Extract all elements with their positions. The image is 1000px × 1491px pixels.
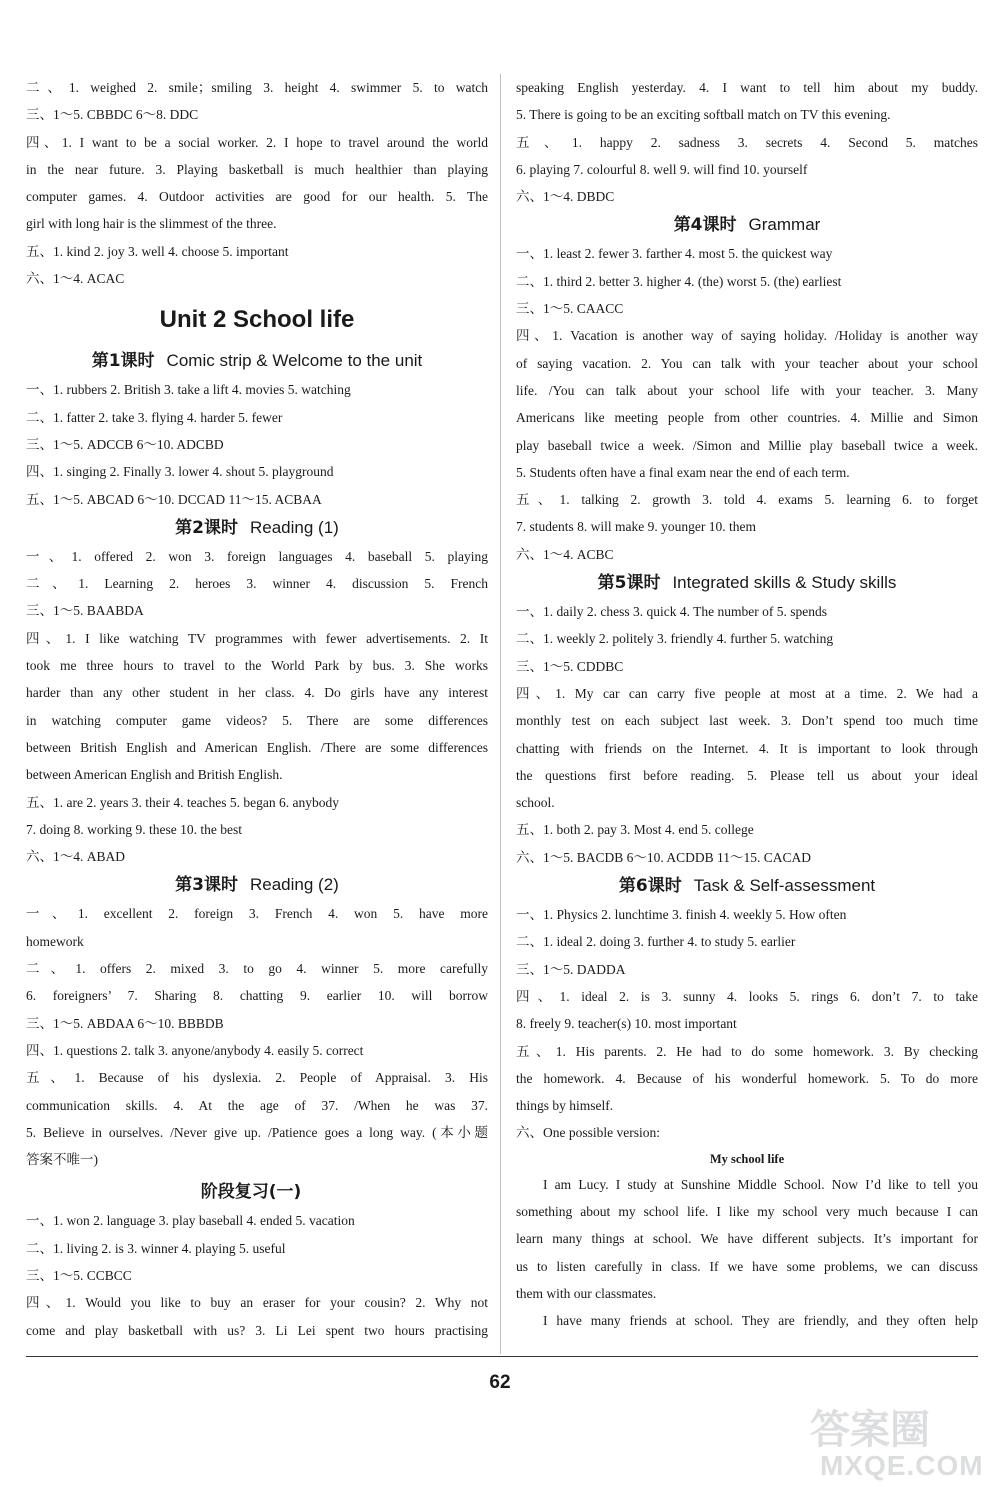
essay-title: My school life (709, 1151, 785, 1166)
answer-line: 三、1～5. CDDBC (516, 658, 624, 674)
answer-line: girl with long hair is the slimmest of the three. (26, 216, 277, 232)
watermark-url: MXQE.COM (820, 1450, 984, 1481)
answer-line: 三、1～5. CAACC (516, 301, 624, 317)
answer-line: 四、1. singing 2. Finally 3. lower 4. shout 5. playground (26, 464, 334, 480)
answer-line: 二、1. offers 2. mixed 3. to go 4. winner 5. more carefully (26, 961, 488, 977)
section-heading-review (26, 1177, 488, 1207)
answer-line: 五、1. kind 2. joy 3. well 4. choose 5. important (26, 243, 289, 259)
answer-line: 五、1. Because of his dyslexia. 2. People of Appraisal. 3. His (26, 1070, 488, 1086)
answer-line: 二、1. Learning 2. heroes 3. winner 4. discussion 5. French (26, 576, 488, 592)
answer-line: 四、1. I want to be a social worker. 2. I hope to travel around the world (26, 134, 488, 150)
answer-line: communication skills. 4. At the age of 37. /When he was 37. (26, 1097, 488, 1113)
answer-line: harder than any other student in her class. 4. Do girls have any interest (26, 685, 488, 701)
answer-line: play baseball twice a week. /Simon and Millie play baseball twice a week. (516, 437, 978, 453)
answer-line: 一、1. Physics 2. lunchtime 3. finish 4. weekly 5. How often (516, 907, 847, 923)
section-heading-lesson-2 (26, 513, 488, 543)
answer-line: 二、1. weekly 2. politely 3. friendly 4. further 5. watching (516, 631, 834, 647)
answer-line: of saying vacation. 2. You can talk with your teacher about your school (516, 355, 978, 371)
answer-line: 一、1. offered 2. won 3. foreign languages 4. baseball 5. playing (26, 548, 488, 564)
answer-line: speaking English yesterday. 4. I want to tell him about my buddy. (516, 80, 978, 95)
answer-line: 一、1. daily 2. chess 3. quick 4. The number of 5. spends (516, 604, 827, 620)
answer-line: 8. freely 9. teacher(s) 10. most important (516, 1016, 737, 1032)
answer-block-review (26, 1207, 488, 1343)
answer-line: things by himself. (516, 1098, 614, 1114)
answer-line: 一、1. won 2. language 3. play baseball 4. ended 5. vacation (26, 1213, 355, 1229)
answer-line: 六、One possible version: (516, 1125, 660, 1141)
answer-line: in the near future. 3. Playing basketball is much healthier than playing (26, 161, 488, 177)
answer-line: 五、1～5. ABCAD 6～10. DCCAD 11～15. ACBAA (26, 491, 322, 507)
answer-line: 三、1～5. ABDAA 6～10. BBBDB (26, 1015, 224, 1031)
answer-line: life. /You can talk about your school life with your teacher. 3. Many (516, 382, 978, 398)
answer-block-lesson-2 (26, 543, 488, 871)
answer-line: 四、1. I like watching TV programmes with fewer advertisements. 2. It (26, 630, 488, 646)
section-number: 第3课时 (175, 875, 238, 896)
answer-block-lesson-5 (516, 598, 978, 871)
section-title: Task & Self-assessment (693, 876, 876, 896)
answer-line: 一、1. excellent 2. foreign 3. French 4. won 5. have more (26, 906, 488, 922)
answer-line: 三、1～5. ADCCB 6～10. ADCBD (26, 436, 224, 452)
answer-line: 五、1. happy 2. sadness 3. secrets 4. Second 5. matches (516, 134, 978, 150)
left-column (26, 74, 488, 1344)
essay-line: them with our classmates. (516, 1285, 657, 1301)
section-heading-lesson-3 (26, 870, 488, 900)
watermark-logo (810, 1398, 990, 1488)
right-column (516, 74, 978, 1334)
answer-line: 六、1～4. ABAD (26, 849, 126, 865)
answer-line: 四、1. ideal 2. is 3. sunny 4. looks 5. rings 6. don’t 7. to take (516, 988, 978, 1004)
answer-line: 二、1. third 2. better 3. higher 4. (the) worst 5. (the) earliest (516, 273, 842, 289)
essay-line: I have many friends at school. They are friendly, and they often help (543, 1313, 978, 1329)
answer-line: 三、1～5. BAABDA (26, 603, 144, 619)
section-title: Reading (2) (250, 875, 339, 895)
essay-line: us to listen carefully in class. If we have some problems, we can discuss (516, 1258, 978, 1274)
answer-block-lesson-4 (516, 240, 978, 568)
section-title: Grammar (748, 215, 821, 235)
answer-block-lesson-1 (26, 376, 488, 512)
answer-line: 7. students 8. will make 9. younger 10. them (516, 519, 756, 535)
answer-line: the homework. 4. Because of his wonderful homework. 5. To do more (516, 1070, 978, 1086)
answer-block-top (26, 74, 488, 292)
answer-line: 一、1. rubbers 2. British 3. take a lift 4. movies 5. watching (26, 382, 351, 398)
section-number: 第5课时 (597, 573, 661, 594)
answer-line: 六、1～4. ACBC (516, 546, 614, 562)
page-number: 62 (489, 1372, 511, 1393)
answer-line: school. (516, 795, 555, 811)
essay-body (516, 1171, 978, 1335)
answer-line: 二、1. ideal 2. doing 3. further 4. to study 5. earlier (516, 934, 796, 950)
answer-line: between British English and American English. /There are some differences (26, 739, 488, 755)
essay-line: learn many things at school. We have different subjects. It’s important for (516, 1231, 978, 1247)
answer-line: 六、1～5. BACDB 6～10. ACDDB 11～15. CACAD (516, 849, 812, 865)
answer-line: 四、1. questions 2. talk 3. anyone/anybody 4. easily 5. correct (26, 1042, 364, 1058)
answer-line: 四、1. My car can carry five people at most at a time. 2. We had a (516, 685, 978, 701)
essay-line: I am Lucy. I study at Sunshine Middle School. Now I’d like to tell you (543, 1176, 978, 1192)
answer-line: 5. Students often have a final exam near the end of each term. (516, 464, 850, 480)
answer-line: 五、1. are 2. years 3. their 4. teaches 5. began 6. anybody (26, 794, 340, 810)
answer-line: in watching computer game videos? 5. There are some differences (26, 712, 488, 728)
answer-block-lesson-3 (26, 900, 488, 1173)
answer-line: between American English and British English. (26, 767, 283, 783)
answer-line: 六、1～4. ACAC (26, 271, 125, 287)
section-title: Comic strip & Welcome to the unit (166, 351, 423, 371)
answer-line: come and play basketball with us? 3. Li Lei spent two hours practising (26, 1322, 488, 1338)
section-heading-lesson-4 (516, 210, 978, 240)
answer-line: 四、1. Vacation is another way of saying holiday. /Holiday is another way (516, 328, 978, 344)
watermark-text: 答案圈 (810, 1407, 930, 1453)
section-number: 第2课时 (175, 517, 238, 538)
answer-line: computer games. 4. Outdoor activities are good for our health. 5. The (26, 189, 488, 205)
section-number: 第1课时 (91, 351, 155, 372)
answer-line: homework (26, 933, 84, 949)
section-title: Reading (1) (250, 517, 339, 537)
answer-line: 5. There is going to be an exciting softball match on TV this evening. (516, 107, 891, 123)
answer-line: 五、1. His parents. 2. He had to do some homework. 3. By checking (516, 1043, 978, 1059)
footer-rule (26, 1356, 978, 1357)
answer-line: 五、1. talking 2. growth 3. told 4. exams 5. learning 6. to forget (516, 492, 978, 508)
answer-line: 三、1～5. CCBCC (26, 1267, 132, 1283)
answer-line: 三、1～5. CBBDC 6～8. DDC (26, 107, 199, 123)
answer-line: 四、1. Would you like to buy an eraser for your cousin? 2. Why not (26, 1295, 488, 1311)
section-number: 第4课时 (673, 215, 737, 236)
answer-line: 二、1. living 2. is 3. winner 4. playing 5. useful (26, 1240, 286, 1256)
answer-line: 7. doing 8. working 9. these 10. the best (26, 821, 242, 837)
section-title: Integrated skills & Study skills (672, 573, 897, 593)
answer-line: 6. playing 7. colourful 8. well 9. will find 10. yourself (516, 161, 808, 177)
section-heading-lesson-5 (516, 568, 978, 598)
answer-line: 五、1. both 2. pay 3. Most 4. end 5. college (516, 822, 754, 838)
answer-block-continued (516, 74, 978, 210)
answer-block-lesson-6 (516, 901, 978, 1147)
answer-line: 5. Believe in ourselves. /Never give up. /Patience goes a long way. (本小题 (26, 1124, 488, 1140)
section-heading-lesson-1 (26, 346, 488, 376)
section-number: 第6课时 (618, 876, 682, 897)
answer-line: 二、1. weighed 2. smile；smiling 3. height 4. swimmer 5. to watch (26, 80, 488, 95)
answer-line: 6. foreigners’ 7. Sharing 8. chatting 9. earlier 10. will borrow (26, 988, 488, 1004)
answer-line: 三、1～5. DADDA (516, 961, 626, 977)
answer-line: took me three hours to travel to the World Park by bus. 3. She works (26, 658, 488, 674)
answer-line: monthly test on each subject last week. 3. Don’t spend too much time (516, 713, 978, 729)
answer-line: Americans like meeting people from other countries. 4. Millie and Simon (516, 410, 978, 426)
answer-line: 答案不唯一) (26, 1152, 98, 1168)
answer-line: 二、1. fatter 2. take 3. flying 4. harder 5. fewer (26, 409, 283, 425)
section-number: 阶段复习(一) (200, 1182, 302, 1203)
unit-title: Unit 2 School life (159, 306, 355, 334)
column-divider (500, 74, 501, 1354)
answer-line: chatting with friends on the Internet. 4. It is important to look through (516, 740, 978, 756)
answer-line: 一、1. least 2. fewer 3. farther 4. most 5. the quickest way (516, 246, 833, 262)
essay-line: something about my school life. I like my school very much because I can (516, 1203, 978, 1219)
answer-line: the questions first before reading. 5. Please tell us about your ideal (516, 767, 978, 783)
answer-line: 六、1～4. DBDC (516, 189, 615, 205)
section-heading-lesson-6 (516, 871, 978, 901)
